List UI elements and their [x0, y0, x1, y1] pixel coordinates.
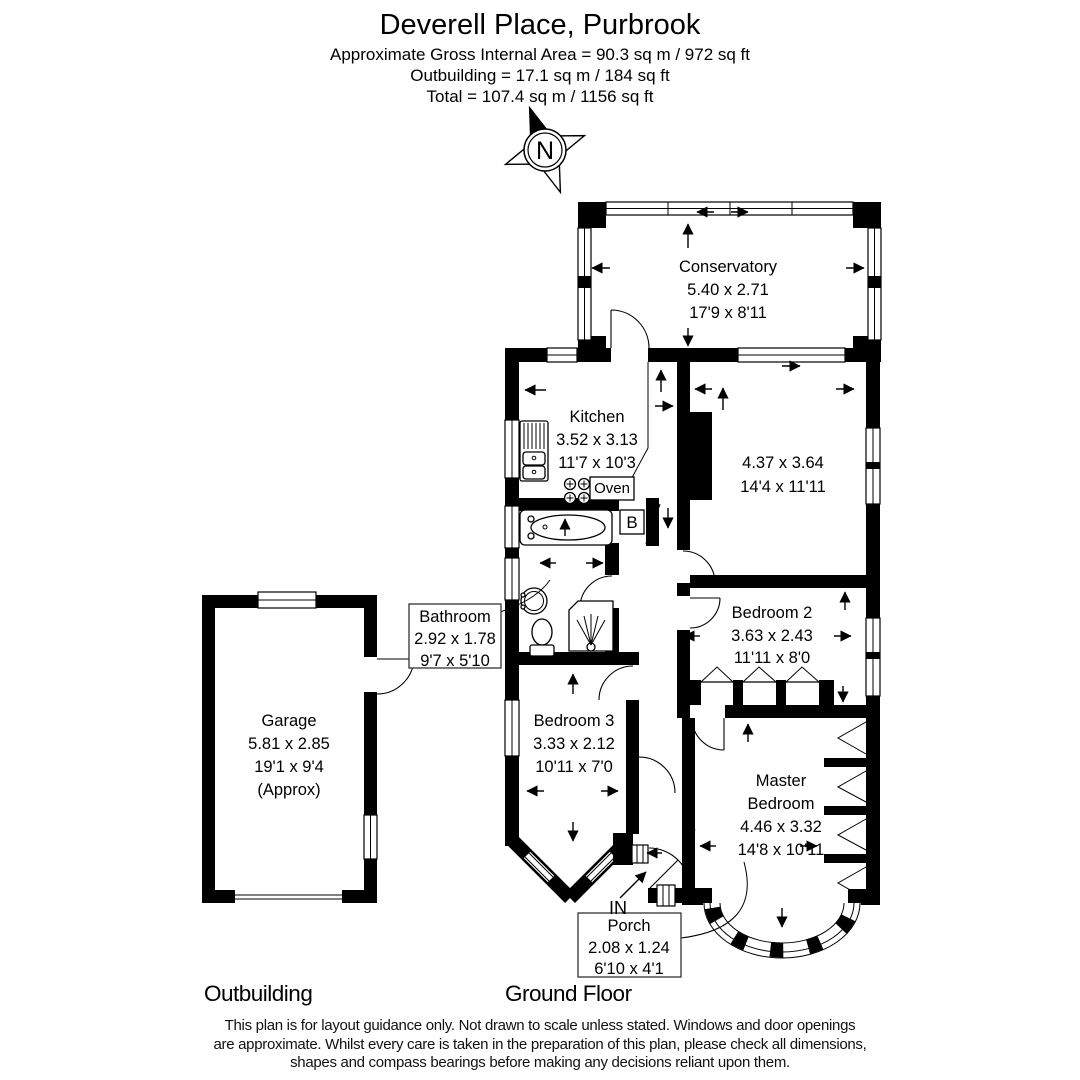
bedroom3-metric: 3.33 x 2.12: [533, 735, 615, 753]
bathroom-metric: 2.92 x 1.78: [414, 630, 496, 648]
garage-imperial: 19'1 x 9'4: [254, 758, 324, 776]
entrance-in-label: IN: [609, 898, 627, 918]
bathroom-imperial: 9'7 x 5'10: [420, 652, 490, 670]
shower-icon: [569, 601, 613, 651]
living-room-imperial: 14'4 x 11'11: [740, 478, 826, 496]
porch-metric: 2.08 x 1.24: [588, 939, 670, 957]
toilet-icon: [530, 619, 554, 656]
bedroom3-name: Bedroom 3: [533, 712, 615, 730]
outbuilding-floor-label: Outbuilding: [204, 981, 313, 1006]
master-bedroom-imperial: 14'8 x 10'11: [737, 841, 825, 859]
bathroom-name: Bathroom: [419, 608, 491, 626]
kitchen-name: Kitchen: [569, 408, 625, 426]
master-bedroom-name-2: Bedroom: [747, 795, 815, 813]
conservatory-metric: 5.40 x 2.71: [687, 281, 769, 299]
entrance-arrow-icon: [620, 872, 646, 898]
compass-icon: [490, 93, 600, 206]
master-bedroom-name-1: Master: [755, 772, 807, 790]
conservatory-name: Conservatory: [678, 258, 778, 276]
bedroom3-imperial: 10'11 x 7'0: [535, 758, 613, 776]
kitchen-sink-icon: [520, 421, 548, 481]
gross-internal-area: Approximate Gross Internal Area = 90.3 sq m / 972 sq ft: [329, 45, 751, 64]
entrance-and-bays: [512, 833, 880, 958]
disclaimer-line-1: This plan is for layout guidance only. Not drawn to scale unless stated. Windows and door openings: [224, 1017, 856, 1034]
garage-name: Garage: [261, 712, 317, 730]
page-title: Deverell Place, Purbrook: [379, 9, 701, 41]
kitchen-imperial: 11'7 x 10'3: [558, 454, 636, 472]
bedroom2-wardrobes: [690, 667, 834, 705]
boiler: [620, 510, 644, 534]
boiler-label: B: [626, 513, 638, 532]
living-room-metric: 4.37 x 3.64: [742, 454, 824, 472]
footer: [204, 981, 867, 1071]
compass-north-label: N: [535, 137, 555, 165]
master-bedroom-metric: 4.46 x 3.32: [740, 818, 822, 836]
ground-floor-label: Ground Floor: [505, 981, 632, 1006]
master-wardrobes: [824, 722, 866, 899]
header: [330, 9, 750, 106]
bedroom2-metric: 3.63 x 2.43: [731, 627, 813, 645]
garage-approx-note: (Approx): [257, 781, 321, 799]
disclaimer-line-2: are approximate. Whilst every care is taken in the preparation of this plan, please check all dimensions,: [213, 1036, 867, 1053]
entrance-marker: [609, 872, 646, 918]
oven: [590, 477, 634, 500]
outbuilding-area: Outbuilding = 17.1 sq m / 184 sq ft: [410, 66, 670, 85]
porch-name: Porch: [607, 917, 651, 935]
conservatory-imperial: 17'9 x 8'11: [689, 304, 767, 322]
porch-imperial: 6'10 x 4'1: [594, 960, 664, 978]
oven-label: Oven: [594, 480, 630, 497]
total-area: Total = 107.4 sq m / 1156 sq ft: [426, 87, 654, 106]
kitchen-metric: 3.52 x 3.13: [556, 431, 638, 449]
bedroom2-imperial: 11'11 x 8'0: [733, 649, 811, 667]
bedroom2-name: Bedroom 2: [731, 604, 813, 622]
disclaimer-line-3: shapes and compass bearings before making any decisions reliant upon them.: [290, 1054, 790, 1071]
garage-metric: 5.81 x 2.85: [248, 735, 330, 753]
bath-icon: [520, 510, 612, 545]
